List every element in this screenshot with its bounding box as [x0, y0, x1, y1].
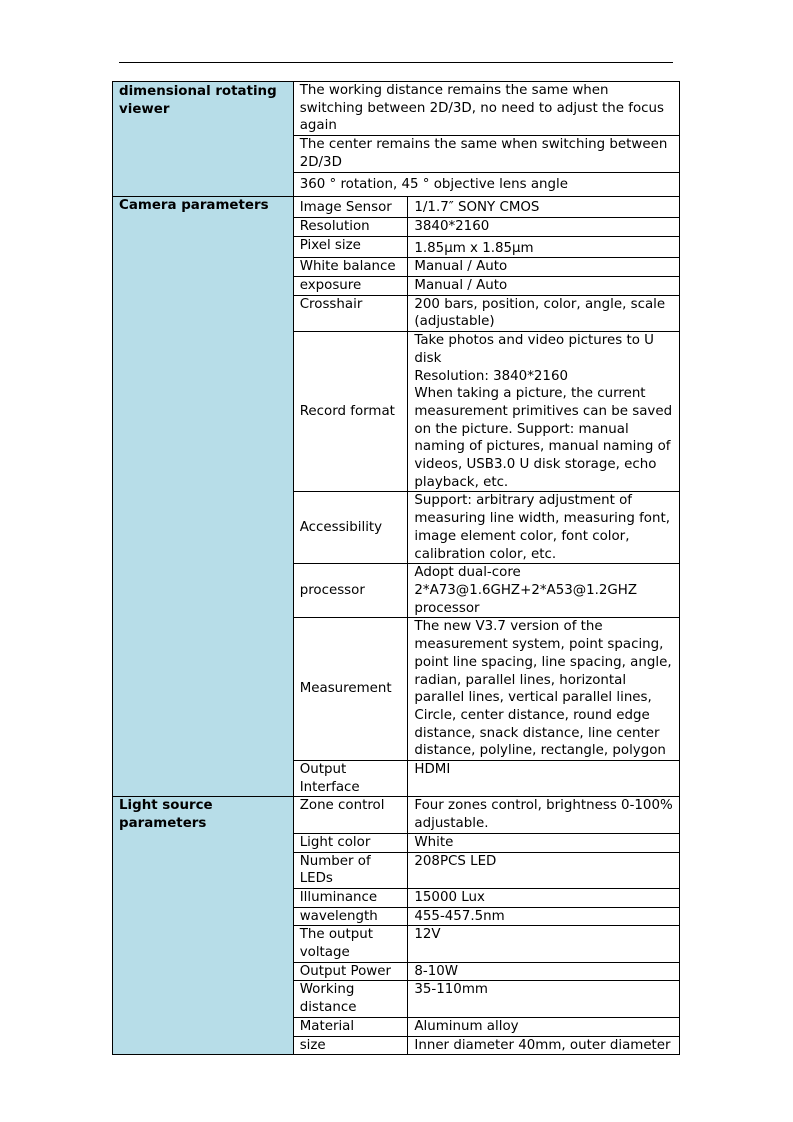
spec-value: White	[408, 833, 680, 852]
spec-value: Inner diameter 40mm, outer diameter	[408, 1036, 680, 1055]
spec-label: Number of LEDs	[293, 852, 408, 888]
spec-label: Record format	[293, 332, 408, 492]
table-row	[113, 797, 680, 833]
viewer-item: The working distance remains the same when switching between 2D/3D, no need to adjust the focus again	[293, 82, 679, 136]
spec-label: Working distance	[293, 981, 408, 1017]
spec-value: 208PCS LED	[408, 852, 680, 888]
section-title-light: Light source parameters	[113, 797, 294, 1055]
table-row	[113, 82, 680, 136]
record-format-line: Take photos and video pictures to U disk	[414, 333, 654, 366]
record-format-line: When taking a picture, the current measurement primitives can be saved on the picture. Support: manual naming of pictures, manual naming of videos, USB3.0 U disk storage, echo playback, etc.	[414, 386, 673, 490]
spec-value: HDMI	[408, 761, 680, 797]
spec-label: size	[293, 1036, 408, 1055]
spec-label: The output voltage	[293, 926, 408, 962]
spec-label: Output Interface	[293, 761, 408, 797]
spec-label: Resolution	[293, 217, 408, 236]
spec-label: exposure	[293, 277, 408, 296]
viewer-item: The center remains the same when switching between 2D/3D	[293, 136, 679, 172]
spec-label: Accessibility	[293, 492, 408, 564]
spec-value: The new V3.7 version of the measurement system, point spacing, point line spacing, line spacing, angle, radian, parallel lines, horizontal parallel lines, vertical parallel lines, Circle, center distance, round edge distance, snack distance, line center distance, polyline, rectangle, polygon	[408, 618, 680, 761]
spec-label: Crosshair	[293, 295, 408, 331]
spec-label: Light color	[293, 833, 408, 852]
spec-value: Manual / Auto	[408, 258, 680, 277]
spec-label: processor	[293, 564, 408, 618]
spec-value	[408, 332, 680, 492]
spec-value: Adopt dual-core 2*A73@1.6GHZ+2*A53@1.2GHZ processor	[408, 564, 680, 618]
spec-value: 15000 Lux	[408, 888, 680, 907]
spec-label: Measurement	[293, 618, 408, 761]
spec-value: 455-457.5nm	[408, 907, 680, 926]
spec-value: 1/1.7″ SONY CMOS	[408, 197, 680, 218]
spec-label: Image Sensor	[293, 197, 408, 218]
spec-value: 3840*2160	[408, 217, 680, 236]
viewer-item: 360 ° rotation, 45 ° objective lens angle	[293, 172, 679, 197]
spec-value: Four zones control, brightness 0-100% adjustable.	[408, 797, 680, 833]
table-row	[113, 197, 680, 218]
spec-table	[112, 81, 680, 1055]
section-title-camera: Camera parameters	[113, 197, 294, 797]
spec-value: Aluminum alloy	[408, 1017, 680, 1036]
spec-label: Zone control	[293, 797, 408, 833]
spec-label: Illuminance	[293, 888, 408, 907]
spec-value: Support: arbitrary adjustment of measuring line width, measuring font, image element color, font color, calibration color, etc.	[408, 492, 680, 564]
spec-label: Material	[293, 1017, 408, 1036]
spec-value: 200 bars, position, color, angle, scale (adjustable)	[408, 295, 680, 331]
header-rule	[119, 62, 673, 63]
record-format-line: Resolution: 3840*2160	[414, 368, 568, 384]
spec-value: Manual / Auto	[408, 277, 680, 296]
spec-label: Output Power	[293, 962, 408, 981]
spec-label: wavelength	[293, 907, 408, 926]
spec-value: 8-10W	[408, 962, 680, 981]
spec-label: Pixel size	[293, 236, 408, 258]
spec-value: 12V	[408, 926, 680, 962]
spec-label: White balance	[293, 258, 408, 277]
section-title-viewer: dimensional rotating viewer	[113, 82, 294, 197]
spec-value: 1.85μm x 1.85μm	[408, 236, 680, 258]
spec-value: 35-110mm	[408, 981, 680, 1017]
